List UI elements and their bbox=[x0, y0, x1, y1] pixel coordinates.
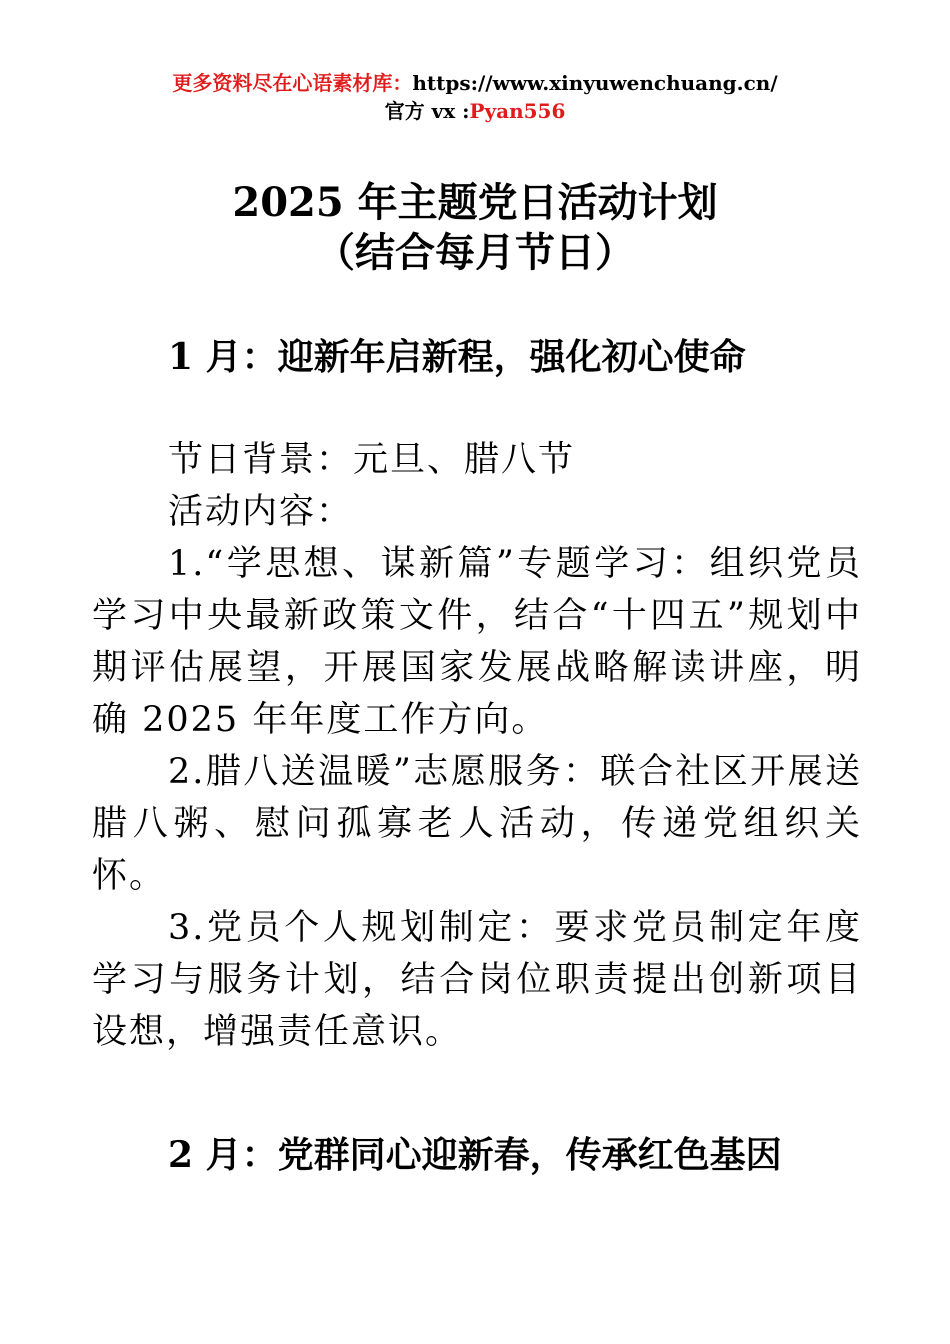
paragraph-item-1: 1.“学思想、谋新篇”专题学习：组织党员学习中央最新政策文件，结合“十四五”规划中期评估展望，开展国家发展战略解读讲座，明确 2025 年年度工作方向。 bbox=[92, 544, 862, 740]
paragraph-holiday-background: 节日背景：元旦、腊八节 bbox=[168, 440, 576, 480]
vx-label: 官方 vx : bbox=[384, 99, 470, 123]
promo-text: 更多资料尽在心语素材库： bbox=[172, 71, 413, 95]
paragraph-item-2: 2.腊八送温暖”志愿服务：联合社区开展送腊八粥、慰问孤寡老人活动，传递党组织关怀。 bbox=[92, 752, 862, 896]
vx-header bbox=[0, 98, 950, 124]
paragraph-activity-content-label: 活动内容： bbox=[168, 492, 354, 532]
section-heading-february: 2 月：党群同心迎新春，传承红色基因 bbox=[168, 1134, 782, 1176]
vx-id: Pyan556 bbox=[469, 99, 566, 123]
section-heading-january: 1 月：迎新年启新程，强化初心使命 bbox=[168, 336, 746, 378]
section-body-january bbox=[92, 434, 862, 1058]
paragraph-item-3: 3.党员个人规划制定：要求党员制定年度学习与服务计划，结合岗位职责提出创新项目设想，增强责任意识。 bbox=[92, 908, 862, 1052]
document-subtitle: （结合每月节日） bbox=[315, 229, 635, 276]
promo-header bbox=[0, 70, 950, 96]
document-title: 2025 年主题党日活动计划 bbox=[232, 179, 718, 226]
promo-url-link[interactable]: https://www.xinyuwenchuang.cn/ bbox=[412, 71, 778, 95]
